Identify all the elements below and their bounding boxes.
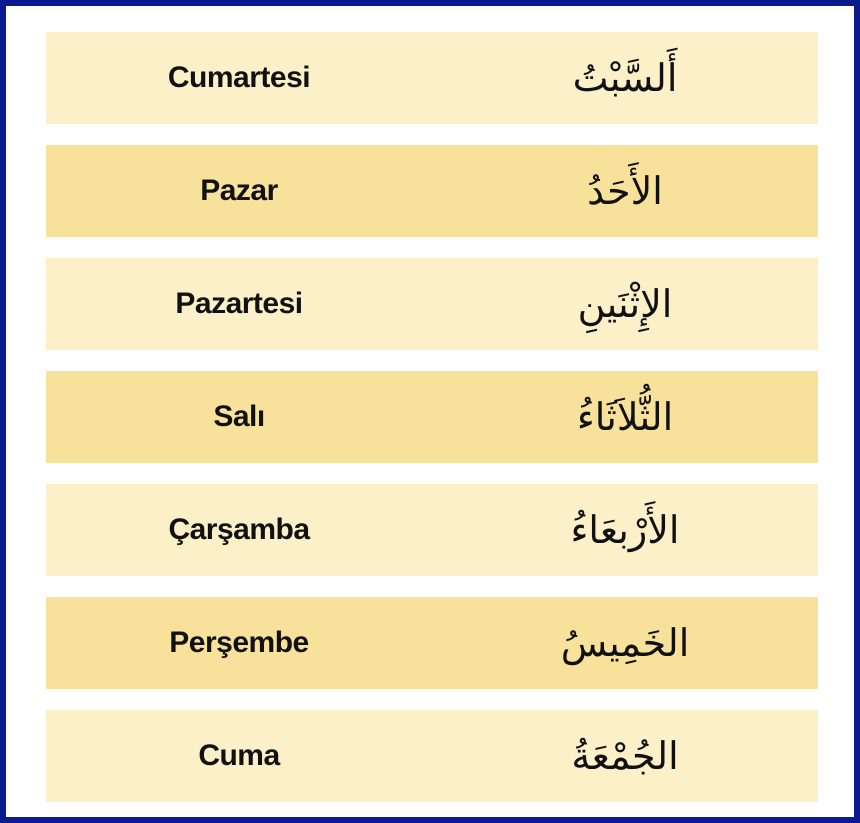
turkish-day-name: Perşembe [169,626,309,659]
arabic-day-name: الأَحَدُ [587,168,663,213]
day-row-thursday [46,597,818,689]
arabic-day-name: أَلسَّبْتُ [572,55,678,100]
arabic-day-name: الأَرْبعَاءُ [570,507,680,552]
turkish-day-name: Pazartesi [175,287,303,320]
day-row-sunday [46,145,818,237]
day-row-tuesday [46,371,818,463]
day-row-monday [46,258,818,350]
arabic-day-name: الثُّلاَثَاءُ [576,394,674,439]
turkish-day-name: Salı [213,400,265,433]
arabic-day-name: الخَمِيسُ [560,620,690,665]
day-row-friday [46,710,818,802]
turkish-day-name: Cumartesi [167,61,311,94]
day-row-wednesday [46,484,818,576]
arabic-day-name: الجُمْعَةُ [571,733,679,778]
arabic-day-name: الإِثْنَينِ [577,281,673,326]
turkish-day-name: Cuma [198,739,280,772]
turkish-day-name: Çarşamba [168,513,310,546]
turkish-day-name: Pazar [200,174,278,207]
day-row-saturday [46,32,818,124]
